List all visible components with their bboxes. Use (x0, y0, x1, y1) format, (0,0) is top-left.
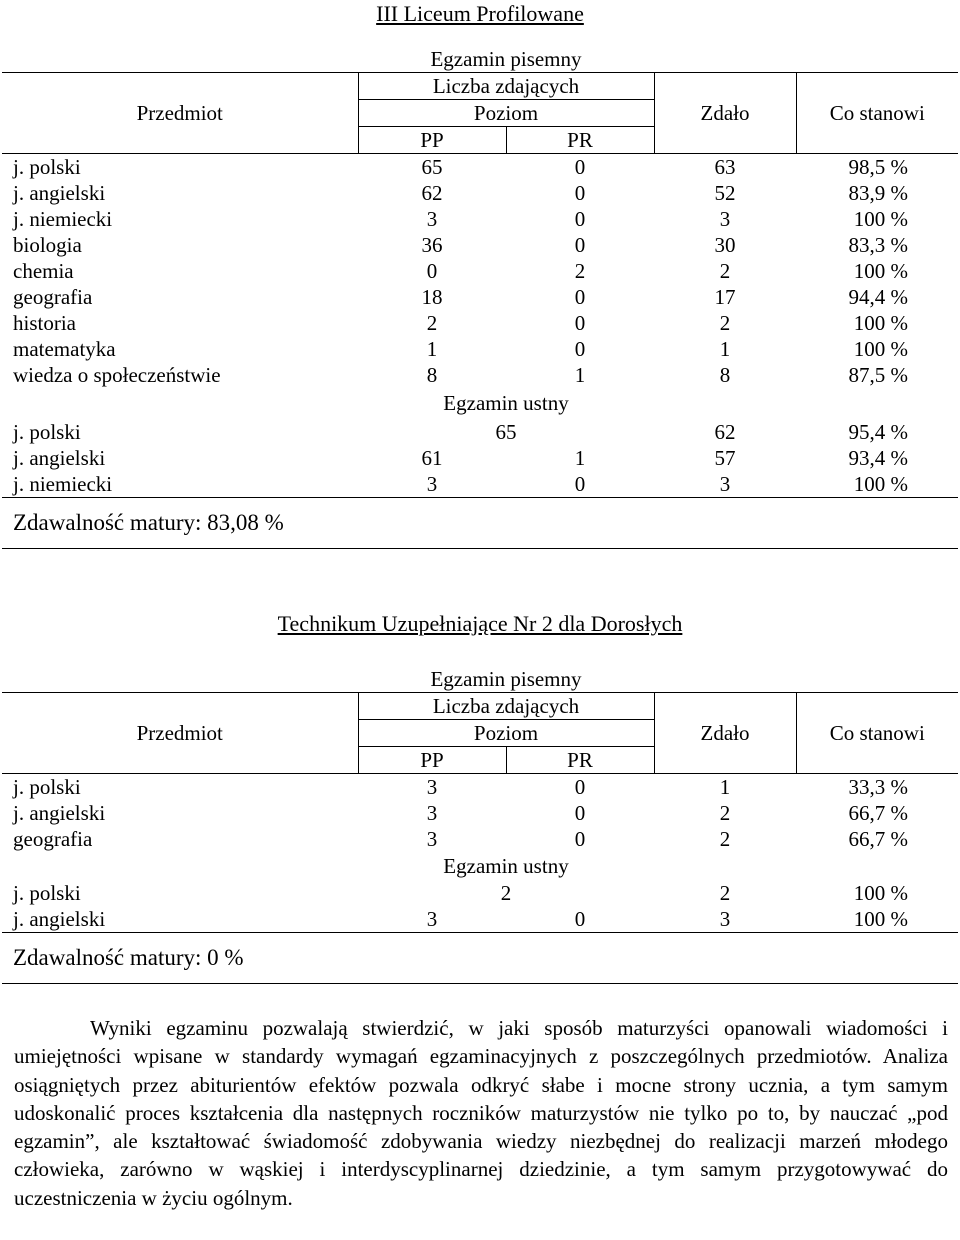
passed-cell: 2 (719, 259, 731, 283)
subject-cell: historia (13, 311, 76, 335)
table-row (2, 180, 958, 206)
subject-header: Przedmiot (2, 693, 358, 774)
exam-written-label: Egzamin pisemny (430, 667, 582, 691)
subject-cell: j. angielski (13, 907, 106, 931)
pct-cell: 95,4 % (848, 420, 908, 444)
count-cell: 65 (495, 420, 517, 444)
count-header: Liczba zdających (358, 73, 654, 100)
passed-cell: 3 (719, 472, 731, 496)
passed-cell: 1 (719, 337, 731, 361)
pr-cell: 2 (574, 259, 586, 283)
pp-cell: 2 (426, 311, 438, 335)
pass-rate-summary: Zdawalność matury: 83,08 % (2, 498, 958, 549)
share-header: Co stanowi (796, 693, 958, 774)
exam-oral-label: Egzamin ustny (443, 854, 569, 878)
subject-header: Przedmiot (2, 73, 358, 154)
oral-header-row (2, 852, 958, 880)
count-header: Liczba zdających (358, 693, 654, 720)
table-row (2, 471, 958, 498)
pct-cell: 33,3 % (796, 774, 958, 801)
school2-results-table (2, 666, 958, 984)
table-row (2, 362, 958, 388)
header-row-exam (2, 666, 958, 693)
passed-cell: 52 (714, 181, 736, 205)
oral-header-row (2, 388, 958, 419)
pr-cell: 0 (574, 337, 586, 361)
table-row (2, 800, 958, 826)
passed-cell: 17 (714, 285, 736, 309)
passed-cell: 3 (719, 907, 731, 931)
subject-cell: j. polski (2, 154, 358, 181)
pct-cell: 83,3 % (848, 233, 908, 257)
subject-cell: chemia (13, 259, 74, 283)
summary-row (2, 933, 958, 984)
pr-cell: 0 (574, 827, 586, 851)
table-row (2, 154, 958, 181)
pp-cell: 3 (426, 472, 438, 496)
conclusion-paragraph (14, 1014, 948, 1212)
pct-cell: 98,5 % (796, 154, 958, 181)
subject-cell: j. angielski (13, 801, 106, 825)
pp-cell: 18 (421, 285, 443, 309)
passed-cell: 63 (654, 154, 796, 181)
table-row (2, 232, 958, 258)
passed-cell: 30 (714, 233, 736, 257)
table-row (2, 880, 958, 906)
pct-cell: 100 % (853, 311, 908, 335)
pp-cell: 1 (426, 337, 438, 361)
passed-cell: 1 (654, 774, 796, 801)
pr-cell: 0 (574, 472, 586, 496)
pct-cell: 100 % (853, 881, 908, 905)
pct-cell: 100 % (853, 472, 908, 496)
table-row (2, 310, 958, 336)
subject-cell: biologia (13, 233, 82, 257)
subject-cell: geografia (13, 827, 93, 851)
passed-cell: 2 (719, 881, 731, 905)
pct-cell: 100 % (853, 207, 908, 231)
subject-cell: matematyka (13, 337, 116, 361)
pct-cell: 100 % (853, 907, 908, 931)
table-row (2, 336, 958, 362)
passed-cell: 8 (719, 363, 731, 387)
table-row (2, 826, 958, 852)
subject-cell: wiedza o społeczeństwie (13, 363, 221, 387)
pass-rate-summary: Zdawalność matury: 0 % (2, 933, 958, 984)
pct-cell: 66,7 % (848, 827, 908, 851)
conclusion-text: Wyniki egzaminu pozwalają stwierdzić, w jaki sposób maturzyści opanowali wiadomości i umiejętności wpisane w standardy wymagań egzaminacyjnych z poszczególnych przedmiotów. Analiza osiągniętych przez abiturientów efektów pozwala odkryć słabe i mocne strony ucznia, a tym samym udoskonalić proces kształcenia dla następnych roczników maturzystów nie tylko po to, by nauczać „pod egzamin”, ale kształtować świadomość zdobywania wiedzy niezbędnej do realizacji marzeń młodego człowieka, zarówno w wąskiej i interdyscyplinarnej dziedzinie, a tym samym przygotowywać do uczestniczenia w życiu ogólnym. (14, 1016, 948, 1210)
level-header: Poziom (358, 720, 654, 747)
table-row (2, 774, 958, 801)
table-row (2, 206, 958, 232)
passed-cell: 2 (719, 311, 731, 335)
pp-cell: 62 (421, 181, 443, 205)
subject-cell: geografia (13, 285, 93, 309)
passed-header: Zdało (654, 73, 796, 154)
pr-cell: 0 (506, 774, 654, 801)
pct-cell: 66,7 % (848, 801, 908, 825)
pct-cell: 94,4 % (848, 285, 908, 309)
passed-cell: 62 (714, 420, 736, 444)
pr-header: PR (506, 127, 654, 154)
passed-header: Zdało (654, 693, 796, 774)
pr-cell: 1 (574, 446, 586, 470)
pp-cell: 3 (426, 907, 438, 931)
header-row-exam (2, 46, 958, 73)
pr-cell: 0 (574, 907, 586, 931)
pr-cell: 1 (574, 363, 586, 387)
subject-cell: j. angielski (13, 181, 106, 205)
pr-cell: 0 (574, 285, 586, 309)
pr-cell: 0 (574, 311, 586, 335)
pct-cell: 100 % (853, 337, 908, 361)
subject-cell: j. polski (13, 881, 81, 905)
share-header: Co stanowi (796, 73, 958, 154)
pct-cell: 87,5 % (848, 363, 908, 387)
pp-header: PP (358, 747, 506, 774)
count-cell: 2 (500, 881, 512, 905)
pp-cell: 65 (358, 154, 506, 181)
school1-results-table (2, 46, 958, 549)
table-row (2, 258, 958, 284)
pct-cell: 93,4 % (848, 446, 908, 470)
pp-cell: 61 (421, 446, 443, 470)
pp-cell: 3 (426, 801, 438, 825)
subject-cell: j. polski (13, 420, 81, 444)
pr-cell: 0 (574, 207, 586, 231)
pr-cell: 0 (506, 154, 654, 181)
subject-cell: j. niemiecki (13, 207, 113, 231)
pp-cell: 36 (421, 233, 443, 257)
subject-cell: j. polski (2, 774, 358, 801)
pp-cell: 3 (426, 827, 438, 851)
level-header: Poziom (358, 100, 654, 127)
pp-header: PP (358, 127, 506, 154)
passed-cell: 57 (714, 446, 736, 470)
table-row (2, 419, 958, 445)
header-row-count (2, 693, 958, 720)
table-row (2, 906, 958, 933)
table-row (2, 445, 958, 471)
pr-header: PR (506, 747, 654, 774)
subject-cell: j. niemiecki (13, 472, 113, 496)
subject-cell: j. angielski (13, 446, 106, 470)
passed-cell: 3 (719, 207, 731, 231)
pp-cell: 8 (426, 363, 438, 387)
school2-title: Technikum Uzupełniające Nr 2 dla Dorosłych (277, 611, 683, 636)
passed-cell: 2 (719, 801, 731, 825)
pp-cell: 3 (358, 774, 506, 801)
header-row-count (2, 73, 958, 100)
exam-oral-label: Egzamin ustny (443, 391, 569, 415)
school1-title: III Liceum Profilowane (376, 1, 584, 26)
table-row (2, 284, 958, 310)
summary-row (2, 498, 958, 549)
exam-written-label: Egzamin pisemny (430, 47, 582, 71)
pct-cell: 100 % (853, 259, 908, 283)
pp-cell: 0 (426, 259, 438, 283)
pct-cell: 83,9 % (848, 181, 908, 205)
pr-cell: 0 (574, 801, 586, 825)
passed-cell: 2 (719, 827, 731, 851)
pp-cell: 3 (426, 207, 438, 231)
pr-cell: 0 (574, 181, 586, 205)
pr-cell: 0 (574, 233, 586, 257)
